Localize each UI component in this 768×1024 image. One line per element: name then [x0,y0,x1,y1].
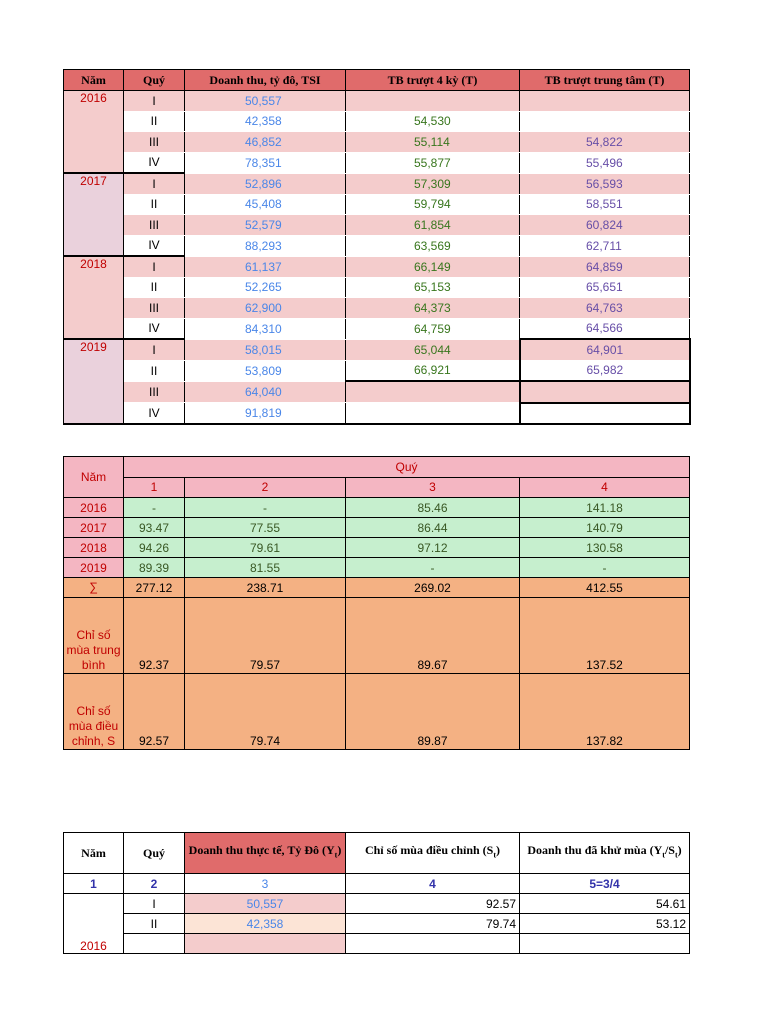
column-number-row [64,874,690,894]
table-row [64,173,690,194]
cma-cell [520,403,690,425]
ma4-cell [346,381,520,403]
table-row [64,538,690,558]
average-index-cell: 92.37 [124,598,185,674]
adjusted-index-label: Chỉ số mùa điều chỉnh, S [64,674,124,750]
ma4-cell: 55,114 [346,132,520,153]
seasonal-index-cell: 79.74 [346,914,520,934]
table-row [64,298,690,319]
header-year: Năm [64,70,124,91]
index-cell: 81.55 [185,558,346,578]
adjusted-index-cell: 79.74 [185,674,346,750]
year-cell: 2019 [64,339,124,424]
table-row [64,914,690,934]
index-cell: 130.58 [520,538,690,558]
revenue-cell: 50,557 [185,91,346,112]
cma-cell: 55,496 [520,152,690,173]
table-row [64,381,690,403]
table-row [64,235,690,256]
year-cell: 2018 [64,256,124,339]
ma4-cell [346,91,520,112]
quarter-number-row [64,477,690,498]
index-cell: 86.44 [346,518,520,538]
ma4-cell: 54,530 [346,111,520,132]
quarter-cell: IV [124,152,185,173]
sum-cell: 277.12 [124,578,185,598]
seasonal-index-cell: 92.57 [346,894,520,914]
cma-cell [520,381,690,403]
table-row [64,111,690,132]
quarter-cell: I [124,91,185,112]
cma-cell: 64,566 [520,318,690,339]
table-row [64,518,690,538]
empty-cell [185,934,346,954]
header-ma4: TB trượt 4 kỳ (T) [346,70,520,91]
quarter-cell: III [124,298,185,319]
revenue-cell: 46,852 [185,132,346,153]
index-cell: 79.61 [185,538,346,558]
revenue-cell: 61,137 [185,256,346,277]
deseasonalized-table [63,832,690,954]
revenue-cell: 64,040 [185,381,346,403]
sum-label: ∑ [64,578,124,598]
revenue-cell: 52,579 [185,215,346,236]
header-year: Năm [64,833,124,874]
ma4-cell [346,403,520,425]
table-row [64,152,690,173]
revenue-cell: 42,358 [185,111,346,132]
revenue-cell: 52,896 [185,173,346,194]
quarter-cell: I [124,256,185,277]
column-number: 5=3/4 [520,874,690,894]
ma4-cell: 65,153 [346,277,520,298]
index-cell: 93.47 [124,518,185,538]
quarter-cell: II [124,194,185,215]
revenue-cell: 78,351 [185,152,346,173]
quarter-cell: III [124,215,185,236]
quarter-cell: IV [124,403,185,425]
ma4-cell: 59,794 [346,194,520,215]
adjusted-index-row [64,674,690,750]
quarter-cell: I [124,173,185,194]
seasonal-index-table [63,456,690,750]
table-row [64,318,690,339]
quarter-number: 2 [185,477,346,498]
index-cell: 94.26 [124,538,185,558]
ma4-cell: 57,309 [346,173,520,194]
header-revenue: Doanh thu, tỷ đô, TSI [185,70,346,91]
revenue-cell: 58,015 [185,339,346,360]
index-cell: 140.79 [520,518,690,538]
table-row [64,132,690,153]
header-row [64,457,690,478]
column-number: 3 [185,874,346,894]
column-number: 1 [64,874,124,894]
index-cell: 77.55 [185,518,346,538]
cma-cell: 64,901 [520,339,690,360]
quarter-cell: II [124,277,185,298]
ma4-cell: 65,044 [346,339,520,360]
ma4-cell: 63,569 [346,235,520,256]
average-index-row [64,598,690,674]
quarter-cell: II [124,111,185,132]
header-deseasonalized: Doanh thu đã khử mùa $(Y_t/S_t)$ [520,833,690,874]
ma4-cell: 66,149 [346,256,520,277]
revenue-cell: 62,900 [185,298,346,319]
index-cell: 97.12 [346,538,520,558]
quarter-cell: II [124,360,185,381]
cma-cell [520,111,690,132]
header-quarter: Quý [124,457,690,478]
column-number: 4 [346,874,520,894]
year-cell: 2016 [64,91,124,174]
header-row [64,833,690,874]
sum-cell: 269.02 [346,578,520,598]
table-row [64,934,690,954]
table-row [64,360,690,381]
year-cell: 2017 [64,518,124,538]
index-cell: 89.39 [124,558,185,578]
adjusted-index-cell: 89.87 [346,674,520,750]
header-quarter: Quý [124,70,185,91]
ma4-cell: 55,877 [346,152,520,173]
year-cell: 2017 [64,173,124,256]
ma4-cell: 64,373 [346,298,520,319]
deseasonalized-cell: 53.12 [520,914,690,934]
cma-cell: 62,711 [520,235,690,256]
quarter-number: 4 [520,477,690,498]
actual-revenue-cell: 50,557 [185,894,346,914]
index-cell: - [346,558,520,578]
cma-cell: 65,651 [520,277,690,298]
adjusted-index-cell: 137.82 [520,674,690,750]
header-quarter: Quý [124,833,185,874]
cma-cell: 65,982 [520,360,690,381]
table-row [64,256,690,277]
empty-cell [346,934,520,954]
header-actual-revenue: Doanh thu thực tế, Tỷ Đô $(Y_t)$ [185,833,346,874]
index-cell: - [185,498,346,518]
sum-cell: 412.55 [520,578,690,598]
ma4-cell: 64,759 [346,318,520,339]
average-index-cell: 89.67 [346,598,520,674]
sum-cell: 238.71 [185,578,346,598]
empty-cell [520,934,690,954]
table-row [64,339,690,360]
column-number: 2 [124,874,185,894]
quarter-number: 1 [124,477,185,498]
deseasonalized-table-container [63,832,690,953]
revenue-cell: 52,265 [185,277,346,298]
table-row [64,91,690,112]
adjusted-index-cell: 92.57 [124,674,185,750]
revenue-cell: 91,819 [185,403,346,425]
header-row [64,70,690,91]
table-row [64,498,690,518]
revenue-cell: 88,293 [185,235,346,256]
cma-cell: 64,763 [520,298,690,319]
cma-cell: 56,593 [520,173,690,194]
quarter-number: 3 [346,477,520,498]
year-cell: 2016 [64,498,124,518]
header-year: Năm [64,457,124,498]
cma-cell: 54,822 [520,132,690,153]
cma-cell: 60,824 [520,215,690,236]
table-row [64,894,690,914]
quarter-cell: IV [124,318,185,339]
index-cell: - [124,498,185,518]
quarter-cell: I [124,894,185,914]
ma4-cell: 66,921 [346,360,520,381]
revenue-cell: 84,310 [185,318,346,339]
index-cell: 141.18 [520,498,690,518]
average-index-cell: 137.52 [520,598,690,674]
average-index-cell: 79.57 [185,598,346,674]
header-seasonal-index: Chỉ số mùa điều chỉnh $(S_t)$ [346,833,520,874]
cma-cell: 58,551 [520,194,690,215]
ma4-cell: 61,854 [346,215,520,236]
average-index-label: Chỉ số mùa trung bình [64,598,124,674]
quarter-cell: II [124,914,185,934]
index-cell: 85.46 [346,498,520,518]
revenue-cell: 53,809 [185,360,346,381]
quarter-cell: III [124,132,185,153]
moving-average-table [63,69,691,425]
deseasonalized-cell: 54.61 [520,894,690,914]
index-cell: - [520,558,690,578]
revenue-cell: 45,408 [185,194,346,215]
table-row [64,403,690,425]
quarter-cell: IV [124,235,185,256]
empty-cell [124,934,185,954]
table-row [64,277,690,298]
year-cell: 2019 [64,558,124,578]
cma-cell [520,91,690,112]
table-row [64,215,690,236]
year-cell: 2016 [64,894,124,954]
actual-revenue-cell: 42,358 [185,914,346,934]
year-cell: 2018 [64,538,124,558]
header-cma: TB trượt trung tâm (T) [520,70,690,91]
cma-cell: 64,859 [520,256,690,277]
table-row [64,194,690,215]
quarter-cell: III [124,381,185,403]
table-row [64,558,690,578]
sum-row [64,578,690,598]
quarter-cell: I [124,339,185,360]
